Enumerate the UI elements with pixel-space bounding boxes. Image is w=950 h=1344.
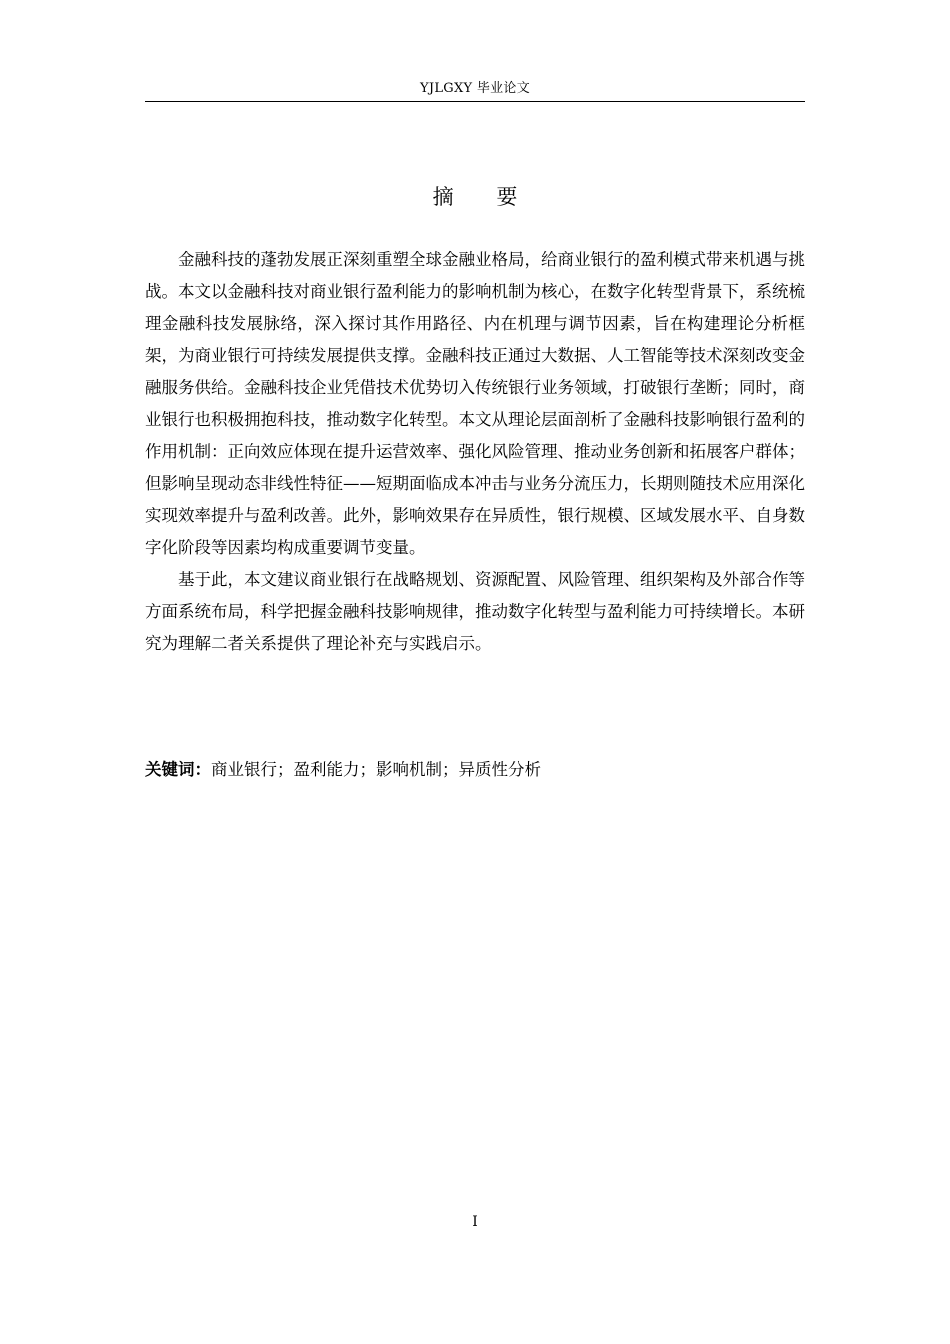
keywords-line — [145, 754, 805, 786]
page-number: I — [472, 1214, 478, 1230]
keywords-value: 商业银行；盈利能力；影响机制；异质性分析 — [211, 760, 541, 779]
header-divider — [145, 101, 805, 102]
abstract-paragraph-1: 金融科技的蓬勃发展正深刻重塑全球金融业格局，给商业银行的盈利模式带来机遇与挑战。本文以金融科技对商业银行盈利能力的影响机制为核心，在数字化转型背景下，系统梳理金融科技发展脉络，深入探讨其作用路径、内在机理与调节因素，旨在构建理论分析框架，为商业银行可持续发展提供支撑。金融科技正通过大数据、人工智能等技术深刻改变金融服务供给。金融科技企业凭借技术优势切入传统银行业务领域，打破银行垄断；同时，商业银行也积极拥抱科技，推动数字化转型。本文从理论层面剖析了金融科技影响银行盈利的作用机制：正向效应体现在提升运营效率、强化风险管理、推动业务创新和拓展客户群体；但影响呈现动态非线性特征——短期面临成本冲击与业务分流压力，长期则随技术应用深化实现效率提升与盈利改善。此外，影响效果存在异质性，银行规模、区域发展水平、自身数字化阶段等因素均构成重要调节变量。 — [145, 250, 805, 557]
abstract-title: 摘 要 — [432, 185, 536, 209]
keywords-label: 关键词： — [145, 760, 211, 779]
abstract-paragraph-2: 基于此，本文建议商业银行在战略规划、资源配置、风险管理、组织架构及外部合作等方面系统布局，科学把握金融科技影响规律，推动数字化转型与盈利能力可持续增长。本研究为理解二者关系提供了理论补充与实践启示。 — [145, 570, 805, 653]
abstract-body — [145, 244, 805, 660]
page-header: YJLGXY 毕业论文 — [419, 81, 531, 96]
